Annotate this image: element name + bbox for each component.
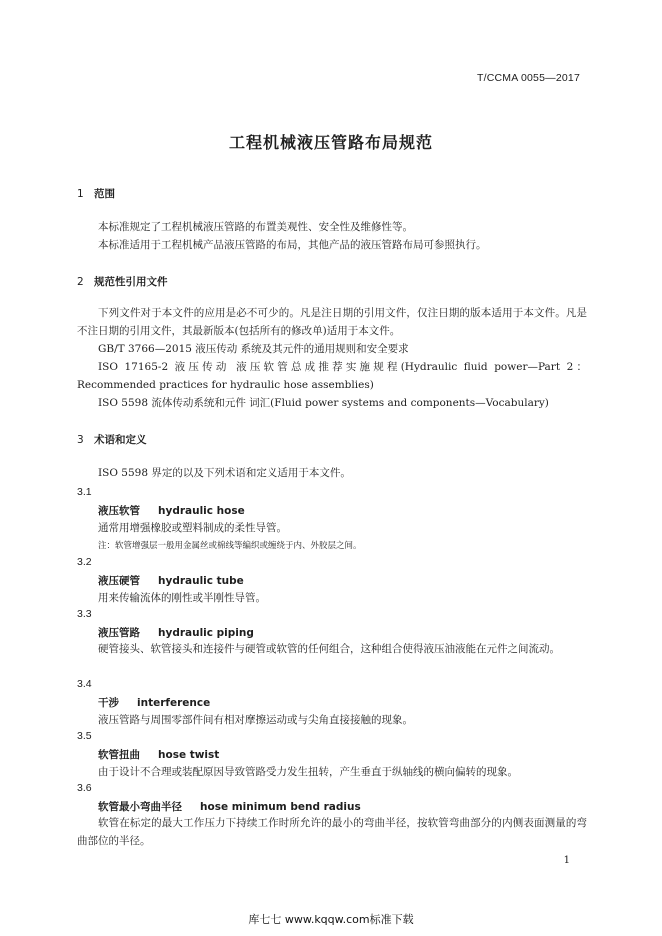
section-heading-text: 术语和定义 [94, 434, 147, 446]
term-definition: 液压管路与周围零部件间有相对摩擦运动或与尖角直接接触的现象。 [98, 714, 413, 726]
term-en: hose twist [158, 749, 220, 761]
term-en: hose minimum bend radius [200, 801, 361, 813]
reference-iso-17165-2: ISO 17165-2 液压传动 液压软管总成推荐实施规程(Hydraulic fluid power—Part 2：Recommended practices for hydraulic hose assemblies) [77, 361, 587, 391]
term-heading [98, 799, 361, 814]
term-definition: 通常用增强橡胶或塑料制成的柔性导管。 [98, 522, 287, 534]
document-code: T/CCMA 0055—2017 [476, 72, 580, 84]
section-number: 2 [77, 276, 84, 288]
section-heading-text: 范围 [94, 188, 115, 200]
clause-number: 3.3 [77, 608, 92, 620]
term-zh: 液压管路 [98, 627, 140, 639]
term-heading [98, 503, 245, 518]
clause-number: 3.1 [77, 486, 92, 498]
clause-number: 3.6 [77, 782, 92, 794]
term-zh: 液压硬管 [98, 575, 140, 587]
reference-iso-5598: ISO 5598 流体传动系统和元件 词汇(Fluid power systems and components—Vocabulary) [98, 397, 549, 409]
term-en: hydraulic piping [158, 627, 254, 639]
reference-gbt-3766: GB/T 3766—2015 液压传动 系统及其元件的通用规则和安全要求 [98, 343, 409, 355]
section-number: 1 [77, 188, 84, 200]
term-definition: 由于设计不合理或装配原因导致管路受力发生扭转，产生垂直于纵轴线的横向偏转的现象。 [98, 766, 518, 778]
term-zh: 液压软管 [98, 505, 140, 517]
section-1-heading [77, 186, 115, 201]
term-en: hydraulic hose [158, 505, 245, 517]
term-heading [98, 573, 244, 588]
page-number: 1 [563, 855, 570, 866]
term-heading [98, 747, 219, 762]
term-note: 注：软管增强层一般用金属丝或棉线等编织或缠绕于内、外胶层之间。 [98, 541, 362, 551]
term-zh: 软管最小弯曲半径 [98, 801, 182, 813]
clause-number: 3.2 [77, 556, 92, 568]
footer-watermark: 库七七 www.kqqw.com标准下载 [248, 913, 414, 926]
term-heading [98, 695, 210, 710]
section-2-heading [77, 274, 168, 289]
term-definition: 软管在标定的最大工作压力下持续工作时所允许的最小的弯曲半径，按软管弯曲部分的内侧表面测量的弯曲部位的半径。 [77, 817, 587, 847]
clause-number: 3.4 [77, 678, 92, 690]
document-title: 工程机械液压管路布局规范 [228, 133, 433, 152]
terms-intro: ISO 5598 界定的以及下列术语和定义适用于本文件。 [98, 467, 351, 479]
scope-paragraph-1: 本标准规定了工程机械液压管路的布置美观性、安全性及维修性等。 [98, 221, 413, 233]
clause-number: 3.5 [77, 730, 92, 742]
section-number: 3 [77, 434, 84, 446]
term-zh: 软管扭曲 [98, 749, 140, 761]
scope-paragraph-2: 本标准适用于工程机械产品液压管路的布局，其他产品的液压管路布局可参照执行。 [98, 239, 487, 251]
section-3-heading [77, 432, 147, 447]
term-en: interference [137, 697, 211, 709]
normative-intro-paragraph: 下列文件对于本文件的应用是必不可少的。凡是注日期的引用文件，仅注日期的版本适用于本文件。凡是不注日期的引用文件，其最新版本(包括所有的修改单)适用于本文件。 [77, 307, 587, 337]
term-definition: 用来传输流体的刚性或半刚性导管。 [98, 592, 266, 604]
term-en: hydraulic tube [158, 575, 244, 587]
section-heading-text: 规范性引用文件 [94, 276, 168, 288]
term-definition: 硬管接头、软管接头和连接件与硬管或软管的任何组合，这种组合使得液压油液能在元件之间流动。 [98, 643, 560, 655]
term-zh: 干涉 [98, 697, 119, 709]
term-heading [98, 625, 254, 640]
